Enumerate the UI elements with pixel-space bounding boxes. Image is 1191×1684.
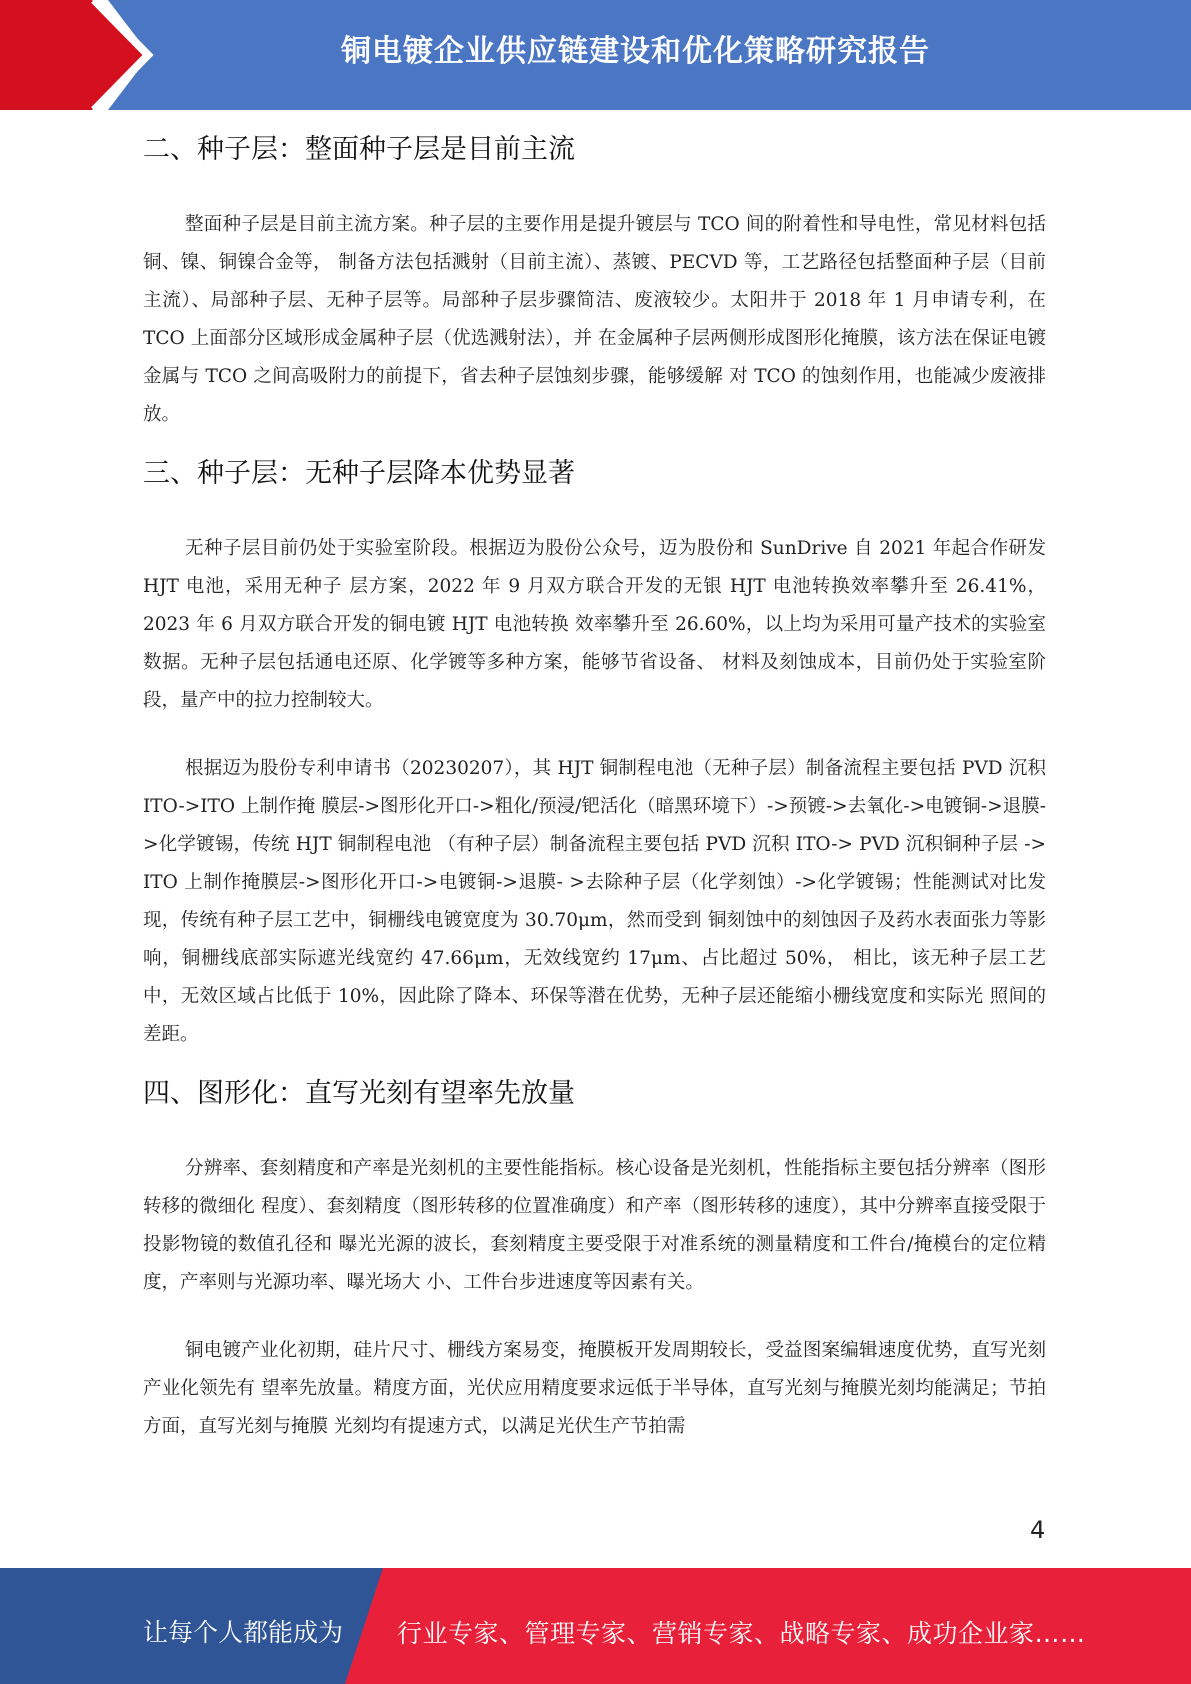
- footer-slogan-right: 行业专家、管理专家、营销专家、战略专家、成功企业家……: [397, 1619, 1086, 1648]
- section-heading: 二、种子层：整面种子层是目前主流: [143, 134, 575, 165]
- paragraph: 根据迈为股份专利申请书（20230207），其 HJT 铜制程电池（无种子层）制备流程主要包括 PVD 沉积 ITO->ITO 上制作掩 膜层->图形化开口->粗化/预浸/钯活化（暗黑环境下）->预镀->去氧化->电镀铜->退膜->化学镀锡，传统 HJT 铜制程电池 （有种子层）制备流程主要包括 PVD 沉积 ITO-> PVD 沉积铜种子层 -> ITO 上制作掩膜层->图形化开口->电镀铜->退膜- >去除种子层（化学刻蚀）->化学镀锡；性能测试对比发现，传统有种子层工艺中，铜栅线电镀宽度为 30.70μm，然而受到 铜刻蚀中的刻蚀因子及药水表面张力等影响，铜栅线底部实际遮光线宽约 47.66μm，无效线宽约 17μm、占比超过 50%， 相比，该无种子层工艺中，无效区域占比低于 10%，因此除了降本、环保等潜在优势，无种子层还能缩小栅线宽度和实际光 照间的差距。: [143, 758, 1046, 1045]
- paragraph: 分辨率、套刻精度和产率是光刻机的主要性能指标。核心设备是光刻机，性能指标主要包括分辨率（图形转移的微细化 程度）、套刻精度（图形转移的位置准确度）和产率（图形转移的速度），其中分辨率直接受限于投影物镜的数值孔径和 曝光光源的波长，套刻精度主要受限于对准系统的测量精度和工件台/掩模台的定位精度，产率则与光源功率、曝光场大 小、工件台步进速度等因素有关。: [143, 1158, 1046, 1293]
- section-heading: 四、图形化：直写光刻有望率先放量: [143, 1078, 575, 1109]
- report-title: 铜电镀企业供应链建设和优化策略研究报告: [341, 34, 930, 69]
- paragraph: 无种子层目前仍处于实验室阶段。根据迈为股份公众号，迈为股份和 SunDrive 自 2021 年起合作研发 HJT 电池，采用无种子 层方案，2022 年 9 月双方联合开发的无银 HJT 电池转换效率攀升至 26.41%，2023 年 6 月双方联合开发的铜电镀 HJT 电池转换 效率攀升至 26.60%，以上均为采用可量产技术的实验室数据。无种子层包括通电还原、化学镀等多种方案，能够节省设备、 材料及刻蚀成本，目前仍处于实验室阶段，量产中的拉力控制较大。: [143, 538, 1046, 711]
- document-body: [143, 126, 1046, 1446]
- paragraph: 铜电镀产业化初期，硅片尺寸、栅线方案易变，掩膜板开发周期较长，受益图案编辑速度优势，直写光刻产业化领先有 望率先放量。精度方面，光伏应用精度要求远低于半导体，直写光刻与掩膜光刻均能满足；节拍方面，直写光刻与掩膜 光刻均有提速方式，以满足光伏生产节拍需: [143, 1340, 1046, 1437]
- page-footer: [0, 1568, 1191, 1684]
- footer-slogan-left: 让每个人都能成为: [143, 1618, 344, 1647]
- page-header: [0, 0, 1191, 110]
- page-number: 4: [1030, 1516, 1046, 1544]
- section-heading: 三、种子层：无种子层降本优势显著: [143, 458, 575, 489]
- paragraph: 整面种子层是目前主流方案。种子层的主要作用是提升镀层与 TCO 间的附着性和导电性，常见材料包括铜、镍、铜镍合金等， 制备方法包括溅射（目前主流）、蒸镀、PECVD 等，工艺路径包括整面种子层（目前主流）、局部种子层、无种子层等。局部种子层步骤简洁、废液较少。太阳井于 2018 年 1 月申请专利，在 TCO 上面部分区域形成金属种子层（优选溅射法），并 在金属种子层两侧形成图形化掩膜，该方法在保证电镀金属与 TCO 之间高吸附力的前提下，省去种子层蚀刻步骤，能够缓解 对 TCO 的蚀刻作用，也能减少废液排放。: [143, 214, 1046, 425]
